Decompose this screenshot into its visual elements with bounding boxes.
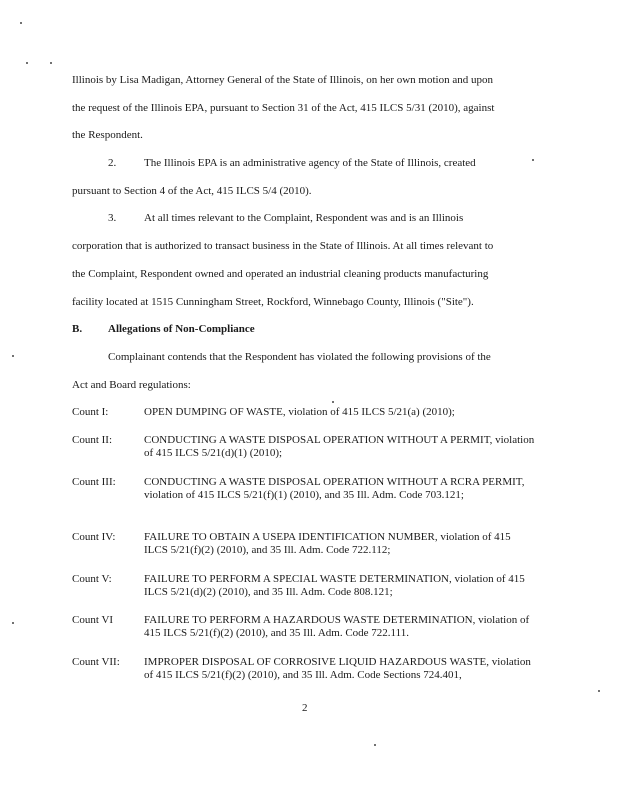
- paragraph-2-line-1: The Illinois EPA is an administrative agency of the State of Illinois, created: [144, 157, 476, 169]
- count-description: IMPROPER DISPOSAL OF CORROSIVE LIQUID HAZARDOUS WASTE, violation of 415 ILCS 5/21(f)(2) (2010), and 35 Ill. Adm. Code Sections 724.401,: [144, 656, 531, 681]
- count-label: Count III:: [72, 476, 116, 488]
- scan-speck: [532, 159, 534, 161]
- paragraph-2-line-2: pursuant to Section 4 of the Act, 415 ILCS 5/4 (2010).: [72, 185, 312, 197]
- count-description: FAILURE TO PERFORM A HAZARDOUS WASTE DETERMINATION, violation of 415 ILCS 5/21(f)(2) (2010), and 35 Ill. Adm. Code 722.111.: [144, 614, 530, 639]
- count-description: OPEN DUMPING OF WASTE, violation of 415 ILCS 5/21(a) (2010);: [144, 406, 455, 418]
- section-letter: B.: [72, 323, 83, 335]
- paragraph-1-line-1: Illinois by Lisa Madigan, Attorney General of the State of Illinois, on her own motion and upon: [72, 74, 493, 86]
- count-description: FAILURE TO PERFORM A SPECIAL WASTE DETERMINATION, violation of 415 ILCS 5/21(d)(2) (2010), and 35 Ill. Adm. Code 808.121;: [144, 573, 525, 598]
- count-description: CONDUCTING A WASTE DISPOSAL OPERATION WITHOUT A PERMIT, violation of 415 ILCS 5/21(d)(1) (2010);: [144, 434, 535, 459]
- paragraph-2-number: 2.: [108, 157, 117, 169]
- count-label: Count II:: [72, 434, 113, 446]
- section-heading: Allegations of Non-Compliance: [108, 323, 255, 335]
- count-label: Count VII:: [72, 656, 120, 668]
- paragraph-3-line-2: corporation that is authorized to transact business in the State of Illinois. At all times relevant to: [72, 240, 494, 252]
- count-label: Count VI: [72, 614, 114, 626]
- paragraph-1-line-2: the request of the Illinois EPA, pursuant to Section 31 of the Act, 415 ILCS 5/31 (2010), against: [72, 102, 495, 114]
- count-label: Count I:: [72, 406, 109, 418]
- paragraph-3-number: 3.: [108, 212, 117, 224]
- count-label: Count IV:: [72, 531, 116, 543]
- scan-speck: [12, 622, 14, 624]
- page-number: 2: [302, 702, 308, 714]
- scan-speck: [374, 744, 376, 746]
- count-description: CONDUCTING A WASTE DISPOSAL OPERATION WITHOUT A RCRA PERMIT, violation of 415 ILCS 5/21(f)(1) (2010), and 35 Ill. Adm. Code 703.121;: [144, 476, 525, 501]
- paragraph-3-line-3: the Complaint, Respondent owned and operated an industrial cleaning products manufacturing: [72, 268, 489, 280]
- paragraph-3-line-4: facility located at 1515 Cunningham Street, Rockford, Winnebago County, Illinois ("Site").: [72, 296, 474, 308]
- paragraph-3-line-1: At all times relevant to the Complaint, Respondent was and is an Illinois: [144, 212, 464, 224]
- scan-speck: [26, 62, 28, 64]
- intro-line-1: Complainant contends that the Respondent has violated the following provisions of the: [108, 351, 491, 363]
- scan-speck: [12, 355, 14, 357]
- scan-speck: [598, 690, 600, 692]
- scan-speck: [20, 22, 22, 24]
- count-label: Count V:: [72, 573, 112, 585]
- scan-speck: [332, 401, 334, 403]
- count-description: FAILURE TO OBTAIN A USEPA IDENTIFICATION NUMBER, violation of 415 ILCS 5/21(f)(2) (2010), and 35 Ill. Adm. Code 722.112;: [144, 531, 511, 556]
- paragraph-1-line-3: the Respondent.: [72, 129, 143, 141]
- scan-speck: [50, 62, 52, 64]
- intro-line-2: Act and Board regulations:: [72, 379, 191, 391]
